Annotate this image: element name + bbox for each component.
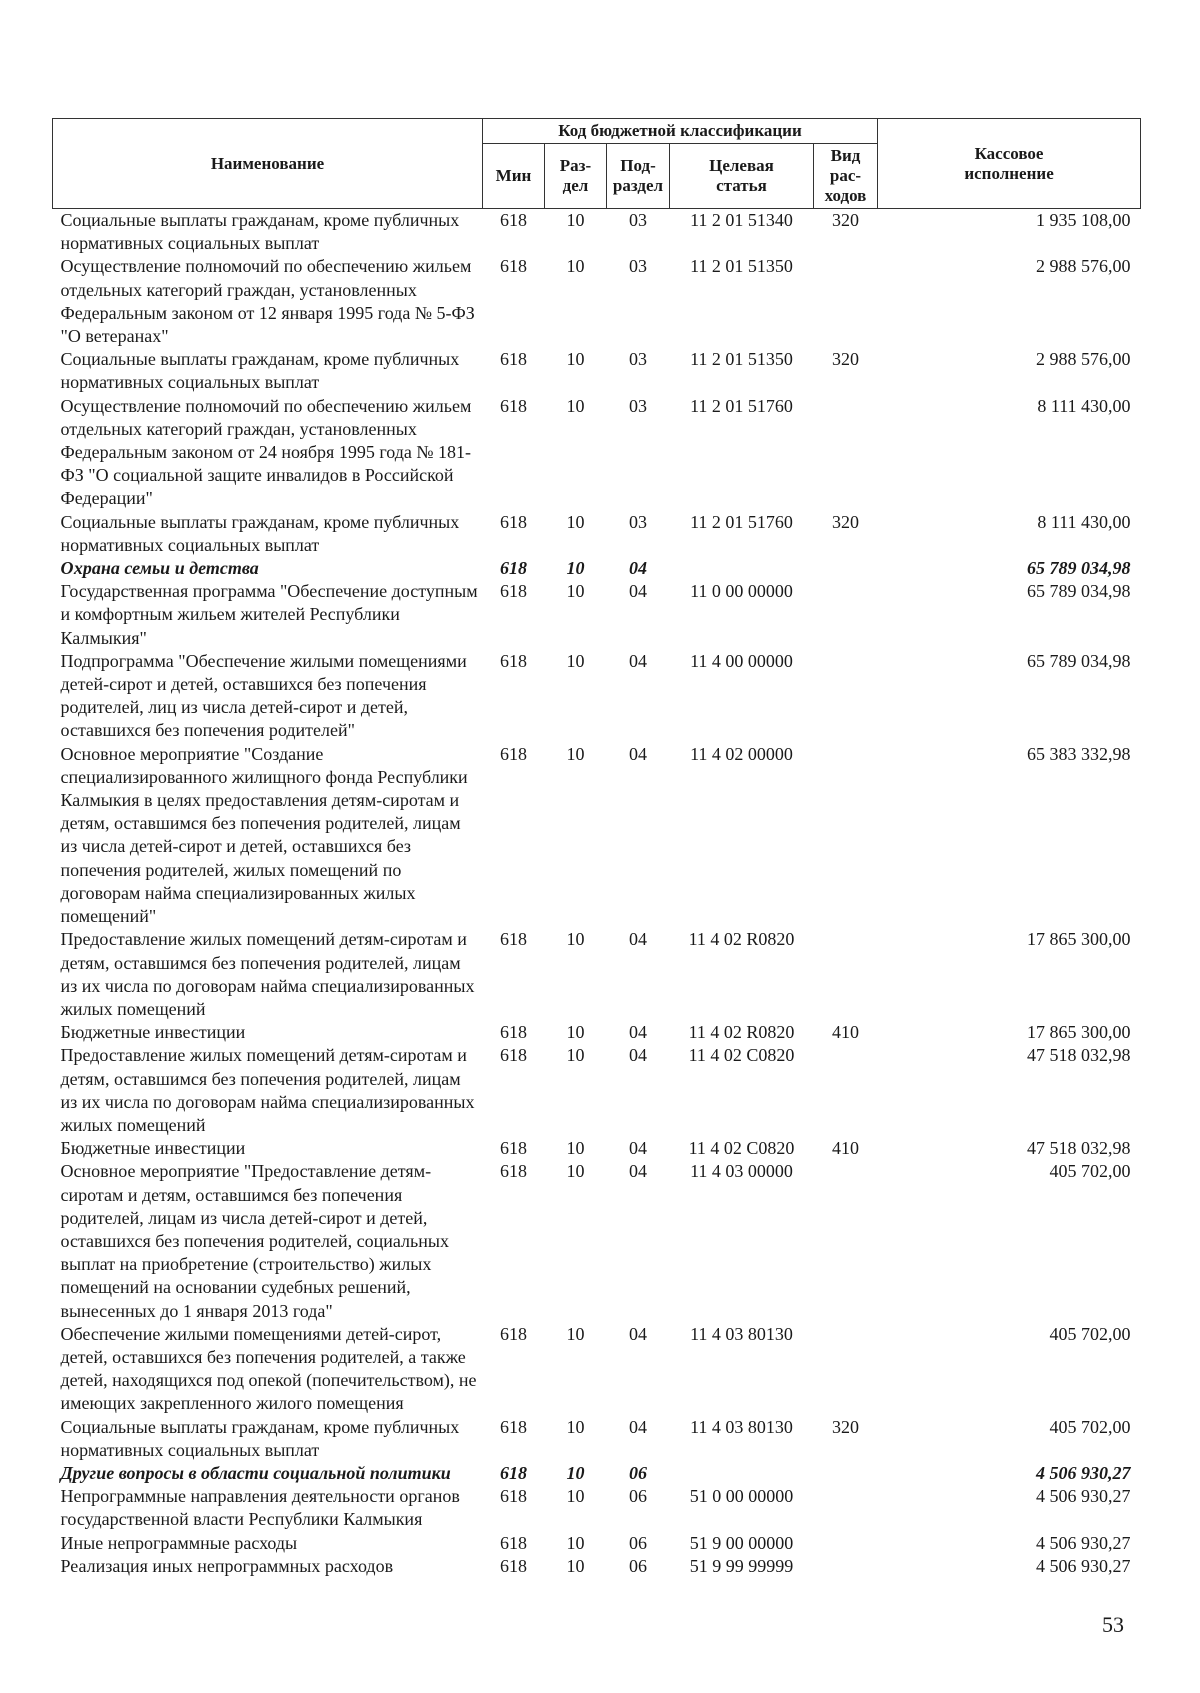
table-row [53,1555,1141,1578]
table-row [53,255,1141,348]
table-row [53,395,1141,511]
cell-tselevaya: 11 2 01 51350 [690,256,793,277]
cell-podrazdel: 04 [629,1416,647,1437]
table-row [53,743,1141,929]
cell-tselevaya: 11 2 01 51350 [690,349,793,370]
table-row [53,650,1141,743]
cell-podrazdel: 04 [629,1161,647,1182]
cell-vid [814,1555,878,1578]
cell-min: 618 [500,349,527,370]
cell-tselevaya: 11 4 03 80130 [690,1416,793,1437]
cell-vid [814,650,878,743]
cell-podrazdel: 04 [629,558,647,579]
cell-podrazdel: 06 [629,1532,647,1553]
cell-razdel: 10 [566,256,585,277]
cell-razdel: 10 [566,581,585,602]
cell-razdel: 10 [566,650,585,671]
cell-name: Бюджетные инвестиции [60,1022,246,1043]
cell-tselevaya: 11 4 02 C0820 [688,1045,795,1066]
cell-vid: 320 [832,349,860,370]
cell-vid [814,1323,878,1416]
cell-podrazdel: 04 [629,650,647,671]
cell-sum: 47 518 032,98 [1027,1045,1131,1066]
cell-sum: 4 506 930,27 [1036,1555,1131,1576]
cell-tselevaya: 11 2 01 51760 [690,395,793,416]
cell-sum: 65 789 034,98 [1027,650,1131,671]
cell-name: Осуществление полномочий по обеспечению жильем отдельных категорий граждан, установленных Федеральным законом от 12 января 1995 года № 5-ФЗ "О ветеранах" [60,256,475,347]
cell-name: Социальные выплаты гражданам, кроме публичных нормативных социальных выплат [60,511,460,555]
header-min: Мин [483,144,545,209]
cell-razdel: 10 [566,210,585,230]
page-number: 53 [1102,1612,1124,1637]
cell-podrazdel: 03 [629,210,647,230]
cell-tselevaya: 11 4 03 80130 [690,1323,793,1344]
cell-name: Социальные выплаты гражданам, кроме публичных нормативных социальных выплат [60,1416,460,1460]
header-kassovoe: Кассовое исполнение [878,119,1141,209]
cell-name: Другие вопросы в области социальной политики [60,1462,451,1483]
section-row [53,557,1141,580]
header-tselevaya: Целевая статья [670,144,814,209]
cell-podrazdel: 04 [629,743,647,764]
cell-vid [814,1160,878,1322]
cell-vid [814,1532,878,1555]
cell-razdel: 10 [566,1022,585,1043]
cell-sum: 405 702,00 [1049,1161,1131,1182]
table-row [53,1323,1141,1416]
cell-name: Бюджетные инвестиции [60,1138,246,1159]
cell-sum: 47 518 032,98 [1027,1138,1131,1159]
cell-name: Обеспечение жилыми помещениями детей-сирот, детей, оставшихся без попечения родителей, а также детей, находящихся под опекой (попечительством), не имеющих закрепленного жилого помещения [60,1323,477,1414]
table-body [53,209,1141,1578]
cell-min: 618 [500,1486,527,1507]
cell-min: 618 [500,743,527,764]
cell-podrazdel: 03 [629,511,647,532]
cell-vid: 320 [832,1416,860,1437]
cell-name: Социальные выплаты гражданам, кроме публичных нормативных социальных выплат [60,210,460,254]
cell-min: 618 [500,1022,527,1043]
cell-sum: 4 506 930,27 [1036,1486,1131,1507]
cell-tselevaya [670,1462,814,1485]
cell-sum: 405 702,00 [1049,1323,1131,1344]
cell-sum: 4 506 930,27 [1036,1462,1131,1483]
cell-podrazdel: 06 [629,1486,647,1507]
cell-podrazdel: 03 [629,349,647,370]
cell-min: 618 [500,1555,527,1576]
cell-tselevaya [670,557,814,580]
table-row [53,928,1141,1021]
cell-razdel: 10 [566,1323,585,1344]
cell-razdel: 10 [566,1138,585,1159]
cell-tselevaya: 51 9 00 00000 [689,1532,794,1553]
cell-razdel: 10 [566,1416,585,1437]
cell-name: Охрана семьи и детства [60,558,259,579]
cell-name: Государственная программа "Обеспечение доступным и комфортным жильем жителей Республики Калмыкия" [60,581,478,648]
cell-podrazdel: 03 [629,256,647,277]
cell-tselevaya: 51 9 99 99999 [689,1555,794,1576]
cell-sum: 2 988 576,00 [1036,256,1131,277]
cell-min: 618 [500,558,527,579]
header-code-group: Код бюджетной классификации [483,119,878,144]
cell-razdel: 10 [566,929,585,950]
table-row [53,1485,1141,1531]
cell-min: 618 [500,1161,527,1182]
table-row [53,1044,1141,1137]
cell-name: Осуществление полномочий по обеспечению жильем отдельных категорий граждан, установленных Федеральным законом от 24 ноября 1995 года № 181-ФЗ "О социальной защите инвалидов в Российской Федерации" [60,395,472,509]
cell-name: Основное мероприятие "Предоставление детям-сиротам и детям, оставшимся без попечения родителей, лицам из числа детей-сирот и детей, оставшихся без попечения родителей, социальных выплат на приобретение (строительство) жилых помещений на основании судебных решений, вынесенных до 1 января 2013 года" [60,1161,449,1321]
cell-sum: 65 789 034,98 [1027,558,1131,579]
cell-sum: 17 865 300,00 [1027,929,1131,950]
cell-tselevaya: 11 4 02 R0820 [688,1022,795,1043]
table-row [53,511,1141,557]
table-header [53,119,1141,209]
cell-razdel: 10 [566,1462,585,1483]
cell-vid [814,1462,878,1485]
cell-razdel: 10 [566,1486,585,1507]
cell-razdel: 10 [566,1161,585,1182]
cell-vid: 410 [832,1022,860,1043]
table-row [53,209,1141,256]
cell-razdel: 10 [566,1045,585,1066]
cell-tselevaya: 11 4 02 00000 [690,743,793,764]
cell-tselevaya: 11 4 00 00000 [690,650,793,671]
cell-sum: 65 789 034,98 [1027,581,1131,602]
cell-razdel: 10 [566,511,585,532]
cell-vid [814,557,878,580]
cell-min: 618 [500,1045,527,1066]
cell-min: 618 [500,581,527,602]
cell-sum: 65 383 332,98 [1027,743,1131,764]
table-row [53,1416,1141,1462]
cell-podrazdel: 04 [629,929,647,950]
cell-podrazdel: 06 [629,1462,647,1483]
cell-name: Реализация иных непрограммных расходов [60,1555,394,1576]
cell-vid [814,255,878,348]
cell-podrazdel: 04 [629,1045,647,1066]
cell-razdel: 10 [566,395,585,416]
cell-vid: 320 [832,511,860,532]
cell-tselevaya: 11 2 01 51760 [690,511,793,532]
cell-vid [814,928,878,1021]
cell-podrazdel: 04 [629,1323,647,1344]
cell-tselevaya: 51 0 00 00000 [689,1486,794,1507]
cell-tselevaya: 11 4 02 C0820 [688,1138,795,1159]
budget-table [52,118,1141,1578]
cell-podrazdel: 04 [629,581,647,602]
cell-min: 618 [500,1532,527,1553]
cell-name: Предоставление жилых помещений детям-сиротам и детям, оставшимся без попечения родителей, лицам из их числа по договорам найма специализированных жилых помещений [60,1045,475,1135]
table-row [53,580,1141,650]
cell-podrazdel: 06 [629,1555,647,1576]
cell-min: 618 [500,210,527,230]
cell-vid: 320 [832,210,860,230]
header-name: Наименование [53,119,483,209]
cell-tselevaya: 11 4 02 R0820 [688,929,795,950]
cell-min: 618 [500,1138,527,1159]
cell-min: 618 [500,1416,527,1437]
cell-vid [814,395,878,511]
table-row [53,1021,1141,1044]
header-razdel: Раз- дел [545,144,607,209]
cell-razdel: 10 [566,1555,585,1576]
cell-razdel: 10 [566,743,585,764]
cell-name: Предоставление жилых помещений детям-сиротам и детям, оставшимся без попечения родителей, лицам из их числа по договорам найма специализированных жилых помещений [60,929,475,1019]
cell-vid [814,1044,878,1137]
cell-tselevaya: 11 4 03 00000 [690,1161,793,1182]
cell-name: Основное мероприятие "Создание специализированного жилищного фонда Республики Калмыкия в целях предоставления детям-сиротам и детям, оставшимся без попечения родителей, лицам из числа детей-сирот и детей, оставшихся без попечения родителей, жилых помещений по договорам найма специализированных жилых помещений" [60,743,468,927]
cell-tselevaya: 11 0 00 00000 [690,581,793,602]
budget-document [52,118,1140,1578]
cell-vid: 410 [832,1138,860,1159]
cell-sum: 17 865 300,00 [1027,1022,1131,1043]
cell-podrazdel: 04 [629,1022,647,1043]
cell-sum: 2 988 576,00 [1036,349,1131,370]
table-row [53,348,1141,394]
header-podrazdel: Под- раздел [607,144,670,209]
cell-sum: 1 935 108,00 [1036,210,1131,230]
cell-sum: 405 702,00 [1049,1416,1131,1437]
cell-min: 618 [500,1462,527,1483]
cell-vid [814,743,878,929]
cell-vid [814,580,878,650]
cell-razdel: 10 [566,1532,585,1553]
table-row [53,1160,1141,1322]
cell-min: 618 [500,650,527,671]
table-row [53,1137,1141,1160]
cell-sum: 8 111 430,00 [1037,395,1131,416]
cell-podrazdel: 03 [629,395,647,416]
cell-min: 618 [500,1323,527,1344]
cell-sum: 8 111 430,00 [1037,511,1131,532]
cell-min: 618 [500,511,527,532]
cell-sum: 4 506 930,27 [1036,1532,1131,1553]
cell-name: Подпрограмма "Обеспечение жилыми помещениями детей-сирот и детей, оставшихся без попечения родителей, лиц из числа детей-сирот и детей, оставшихся без попечения родителей" [60,650,467,741]
cell-razdel: 10 [566,349,585,370]
header-vid: Вид рас- ходов [814,144,878,209]
table-row [53,1532,1141,1555]
cell-min: 618 [500,395,527,416]
cell-min: 618 [500,256,527,277]
cell-name: Иные непрограммные расходы [60,1532,298,1553]
cell-min: 618 [500,929,527,950]
cell-name: Социальные выплаты гражданам, кроме публичных нормативных социальных выплат [60,349,460,393]
cell-vid [814,1485,878,1531]
cell-podrazdel: 04 [629,1138,647,1159]
section-row [53,1462,1141,1485]
cell-tselevaya: 11 2 01 51340 [690,210,793,230]
cell-name: Непрограммные направления деятельности органов государственной власти Республики Калмыкия [60,1486,460,1530]
cell-razdel: 10 [566,558,585,579]
